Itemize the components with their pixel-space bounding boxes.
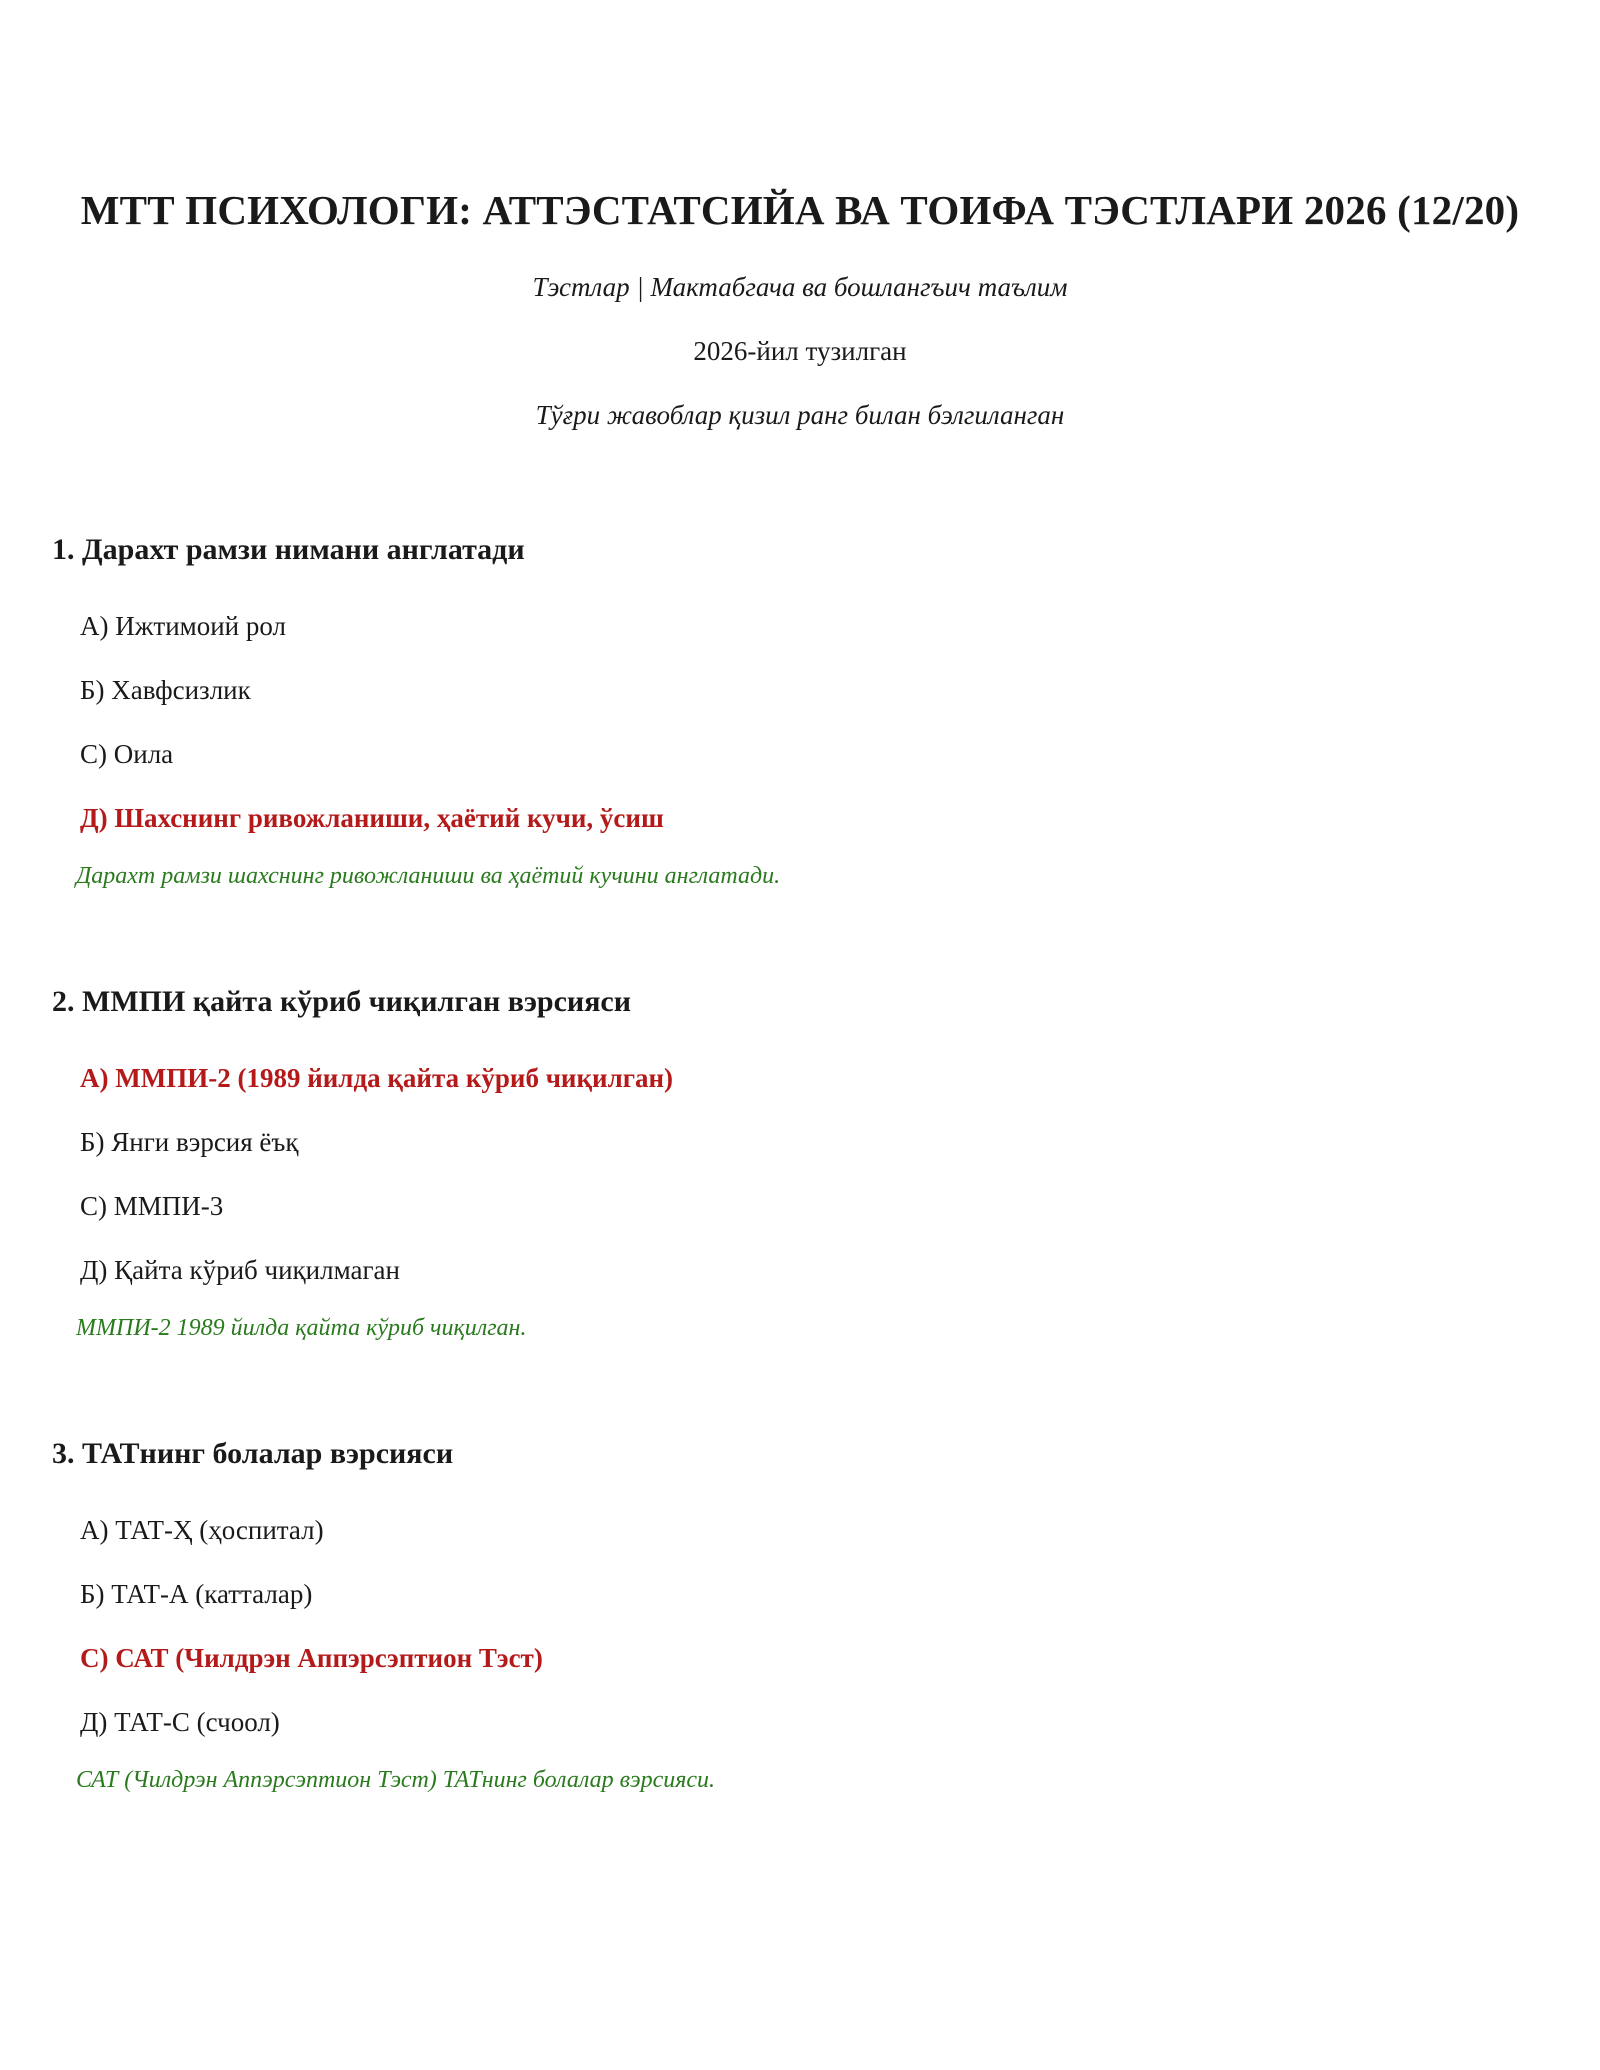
answer-options bbox=[52, 594, 1552, 850]
option-b: Б) Хавфсизлик bbox=[80, 675, 251, 705]
question-2 bbox=[52, 980, 1552, 1350]
option-d: Д) ТАТ-С (счоол) bbox=[80, 1707, 280, 1737]
question-title: 1. Дарахт рамзи нимани англатади bbox=[52, 533, 525, 566]
answer-options bbox=[52, 1046, 1552, 1302]
option-c: С) Оила bbox=[80, 739, 174, 769]
question-1 bbox=[52, 528, 1552, 898]
option-b: Б) ТАТ-А (катталар) bbox=[80, 1579, 313, 1609]
explanation: Дарахт рамзи шахснинг ривожланиши ва ҳаётий кучини англатади. bbox=[76, 863, 781, 889]
option-c: С) ММПИ-3 bbox=[80, 1191, 224, 1221]
question-3 bbox=[52, 1432, 1552, 1802]
option-d-correct: Д) Шахснинг ривожланиши, ҳаётий кучи, ўсиш bbox=[80, 803, 664, 833]
option-a: А) ТАТ-Ҳ (ҳоспитал) bbox=[80, 1515, 324, 1545]
explanation: САТ (Чилдрэн Аппэрсэптион Тэст) ТАТнинг болалар вэрсияси. bbox=[76, 1767, 716, 1793]
document-title: МТТ ПСИХОЛОГИ: АТТЭСТАТСИЙА ВА ТОИФА ТЭСТЛАРИ 2026 (12/20) bbox=[80, 187, 1520, 233]
question-title: 3. ТАТнинг болалар вэрсияси bbox=[52, 1437, 454, 1470]
answer-options bbox=[52, 1498, 1552, 1754]
question-title: 2. ММПИ қайта кўриб чиқилган вэрсияси bbox=[52, 985, 632, 1018]
document-answer-note: Тўғри жавоблар қизил ранг билан бэлгиланган bbox=[535, 400, 1065, 430]
document-created-date: 2026-йил тузилган bbox=[693, 336, 907, 366]
option-b: Б) Янги вэрсия ёъқ bbox=[80, 1127, 299, 1157]
option-a-correct: А) ММПИ-2 (1989 йилда қайта кўриб чиқилган) bbox=[80, 1063, 674, 1093]
document-subtitle: Тэстлар | Мактабгача ва бошлангъич таълим bbox=[532, 272, 1068, 302]
option-d: Д) Қайта кўриб чиқилмаган bbox=[80, 1255, 400, 1285]
option-a: А) Ижтимоий рол bbox=[80, 611, 286, 641]
explanation: ММПИ-2 1989 йилда қайта кўриб чиқилган. bbox=[76, 1315, 527, 1341]
option-c-correct: С) САТ (Чилдрэн Аппэрсэптион Тэст) bbox=[80, 1643, 543, 1673]
